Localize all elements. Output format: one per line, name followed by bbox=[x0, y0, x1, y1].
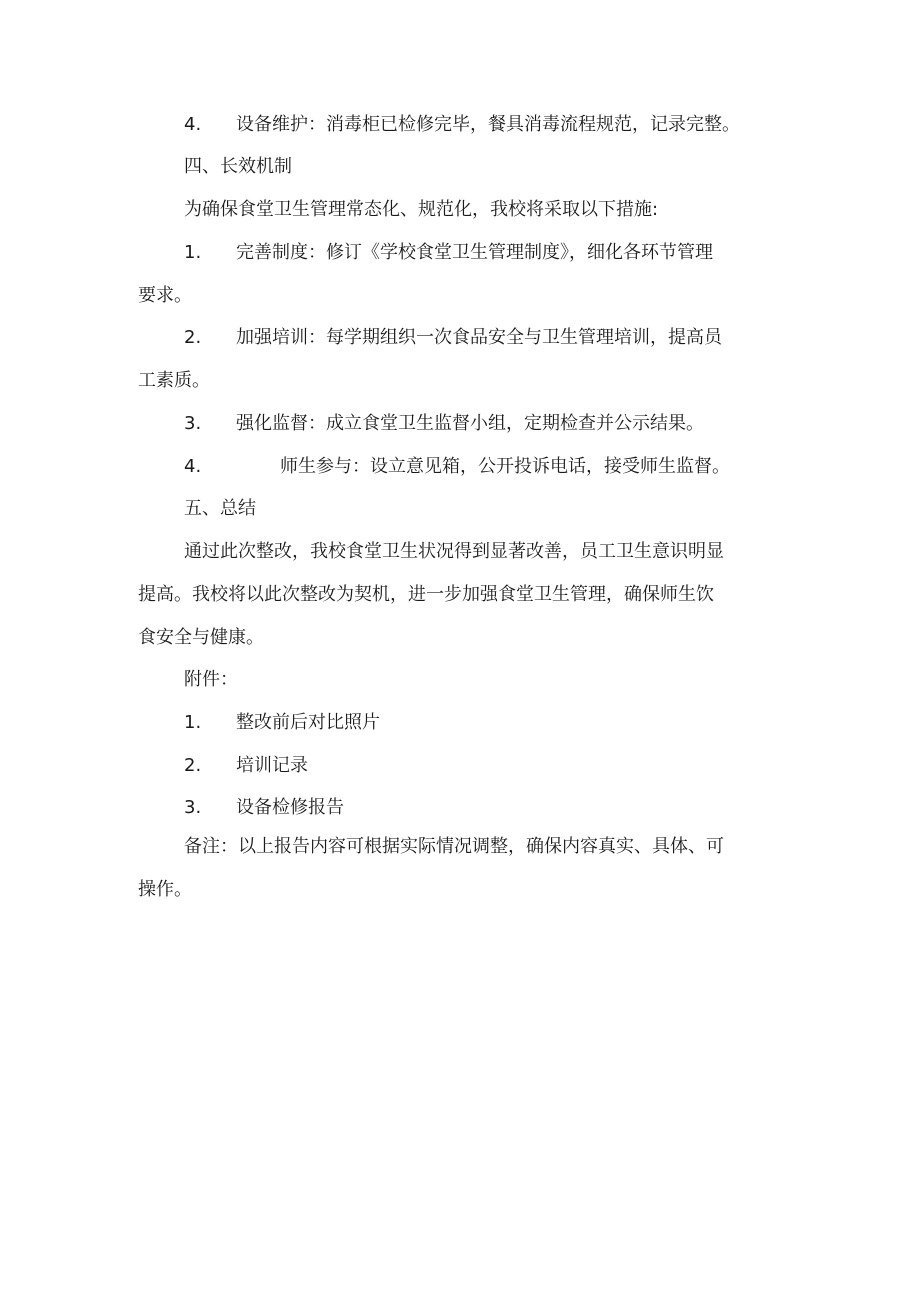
list-text: 培训记录 bbox=[236, 755, 308, 776]
list-number: 4. bbox=[184, 114, 202, 135]
list-number: 3. bbox=[184, 797, 202, 818]
list-number: 1. bbox=[184, 712, 202, 733]
list-text: 设备维护：消毒柜已检修完毕，餐具消毒流程规范，记录完整。 bbox=[236, 114, 740, 135]
list-text: 加强培训：每学期组织一次食品安全与卫生管理培训，提高员 bbox=[236, 327, 722, 348]
list-number: 1. bbox=[184, 242, 202, 263]
list-text: 强化监督：成立食堂卫生监督小组，定期检查并公示结果。 bbox=[236, 413, 704, 434]
list-text: 设备检修报告 bbox=[236, 797, 344, 818]
list-text: 师生参与：设立意见箱，公开投诉电话，接受师生监督。 bbox=[280, 456, 730, 477]
list-text: 完善制度：修订《学校食堂卫生管理制度》，细化各环节管理 bbox=[236, 242, 713, 263]
document-page: 4. 设备维护：消毒柜已检修完毕，餐具消毒流程规范，记录完整。 四、长效机制 为确保食堂卫生管理常态化、规范化，我校将采取以下措施: 1. 完善制度：修订《学校食堂卫生管理制度》，细化各环节管理 要求。 2. 加强培训：每学期组织一次食品安全与卫生管理培训，提高员 工素质。 3. 强化监督：成立食堂卫生监督小组，定期检查并公示结果。 4. 师生参与：设立意见箱，公开投诉电话，接受师生监督。 五、总结 通过此次整改，我校食堂卫生状况得到显著改善，员工卫生意识明显 提高。我校将以此次整改为契机，进一步加强食堂卫生管理，确保师生饮 食安全与健康。 附件： 1. 整改前后对比照片 2. 培训记录 3. 设备检修报告 备注：以上报告内容可根据实际情况调整，确保内容真实、具体、可 操作。 bbox=[0, 0, 920, 1301]
list-number: 2. bbox=[184, 327, 202, 348]
list-number: 3. bbox=[184, 413, 202, 434]
list-number: 2. bbox=[184, 755, 202, 776]
list-number: 4. bbox=[184, 456, 202, 477]
list-text: 整改前后对比照片 bbox=[236, 712, 380, 733]
